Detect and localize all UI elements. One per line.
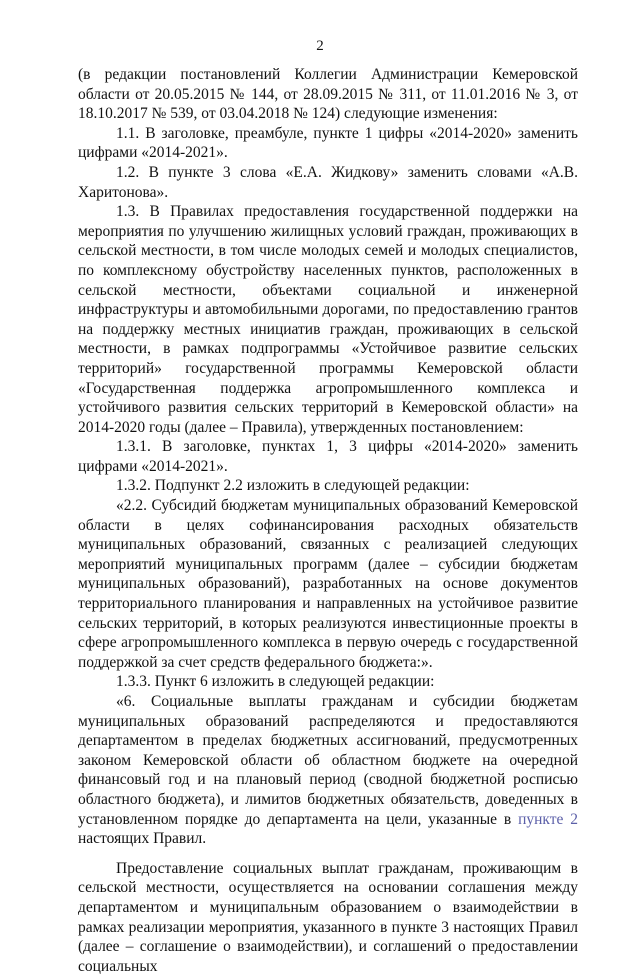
paragraph-6-tail: настоящих Правил. xyxy=(78,830,207,848)
paragraph-6-quote xyxy=(78,692,578,849)
paragraph-1-2: 1.2. В пункте 3 слова «Е.А. Жидкову» заменить словами «А.В. Харитонова». xyxy=(78,163,578,201)
paragraph-2-2-quote: «2.2. Субсидий бюджетам муниципальных образований Кемеровской области в целях софинансирования расходных обязательств муниципальных образований, связанных с реализацией следующих мероприятий муниципальных программ (далее – субсидии бюджетам муниципальных образований), разработанных на основе документов территориального планирования и направленных на устойчивое развитие сельских территорий, в которых реализуются инвестиционные проекты в сфере агропромышленного комплекса в первую очередь с государственной поддержкой за счет средств федерального бюджета:». xyxy=(78,497,578,671)
paragraph-1-3: 1.3. В Правилах предоставления государственной поддержки на мероприятия по улучшению жилищных условий граждан, проживающих в сельской местности, в том числе молодых семей и молодых специалистов, по комплексному обустройству населенных пунктов, расположенных в сельской местности, объектами социальной и инженерной инфраструктуры и автомобильными дорогами, по предоставлению грантов на поддержку местных инициатив граждан, проживающих в сельской местности, в рамках подпрограммы «Устойчивое развитие сельских территорий» государственной программы Кемеровской области «Государственная поддержка агропромышленного комплекса и устойчивого развития сельских территорий в Кемеровской области» на 2014-2020 годы (далее – Правила), утвержденных постановлением: xyxy=(78,203,578,436)
paragraph-1-3-2: 1.3.2. Подпункт 2.2 изложить в следующей редакции: xyxy=(116,477,470,495)
link-punkt-2[interactable]: пункте 2 xyxy=(518,810,578,828)
paragraph-6-text: «6. Социальные выплаты гражданам и субсидии бюджетам муниципальных образований распределяются и предоставляются департаментом в пределах бюджетных ассигнований, предусмотренных законом Кемеровской области об областном бюджете на очередной финансовый год и на плановый период (сводной бюджетной росписью областного бюджета), и лимитов бюджетных обязательств, доведенных в установленном порядке до департамента на цели, указанные в xyxy=(78,693,578,828)
paragraph-1-3-3: 1.3.3. Пункт 6 изложить в следующей редакции: xyxy=(116,673,435,691)
page-number: 2 xyxy=(316,38,324,54)
document-body xyxy=(78,65,578,976)
paragraph-1-1: 1.1. В заголовке, преамбуле, пункте 1 цифры «2014-2020» заменить цифрами «2014-2021». xyxy=(78,124,578,162)
paragraph-1-3-1: 1.3.1. В заголовке, пунктах 1, 3 цифры «2014-2020» заменить цифрами «2014-2021». xyxy=(78,438,578,475)
paragraph-revision-note: (в редакции постановлений Коллегии Администрации Кемеровской области от 20.05.2015 № 144, от 28.09.2015 № 311, от 11.01.2016 № 3, от 18.10.2017 № 539, от 03.04.2018 № 124) следующие изменения: xyxy=(78,66,578,123)
paragraph-social-payments: Предоставление социальных выплат гражданам, проживающим в сельской местности, осуществляется на основании соглашения между департаментом и муниципальным образованием о взаимодействии в рамках реализации мероприятия, указанного в пункте 3 настоящих Правил (далее – соглашение о взаимодействии), и соглашений о предоставлении социальных xyxy=(78,859,578,975)
